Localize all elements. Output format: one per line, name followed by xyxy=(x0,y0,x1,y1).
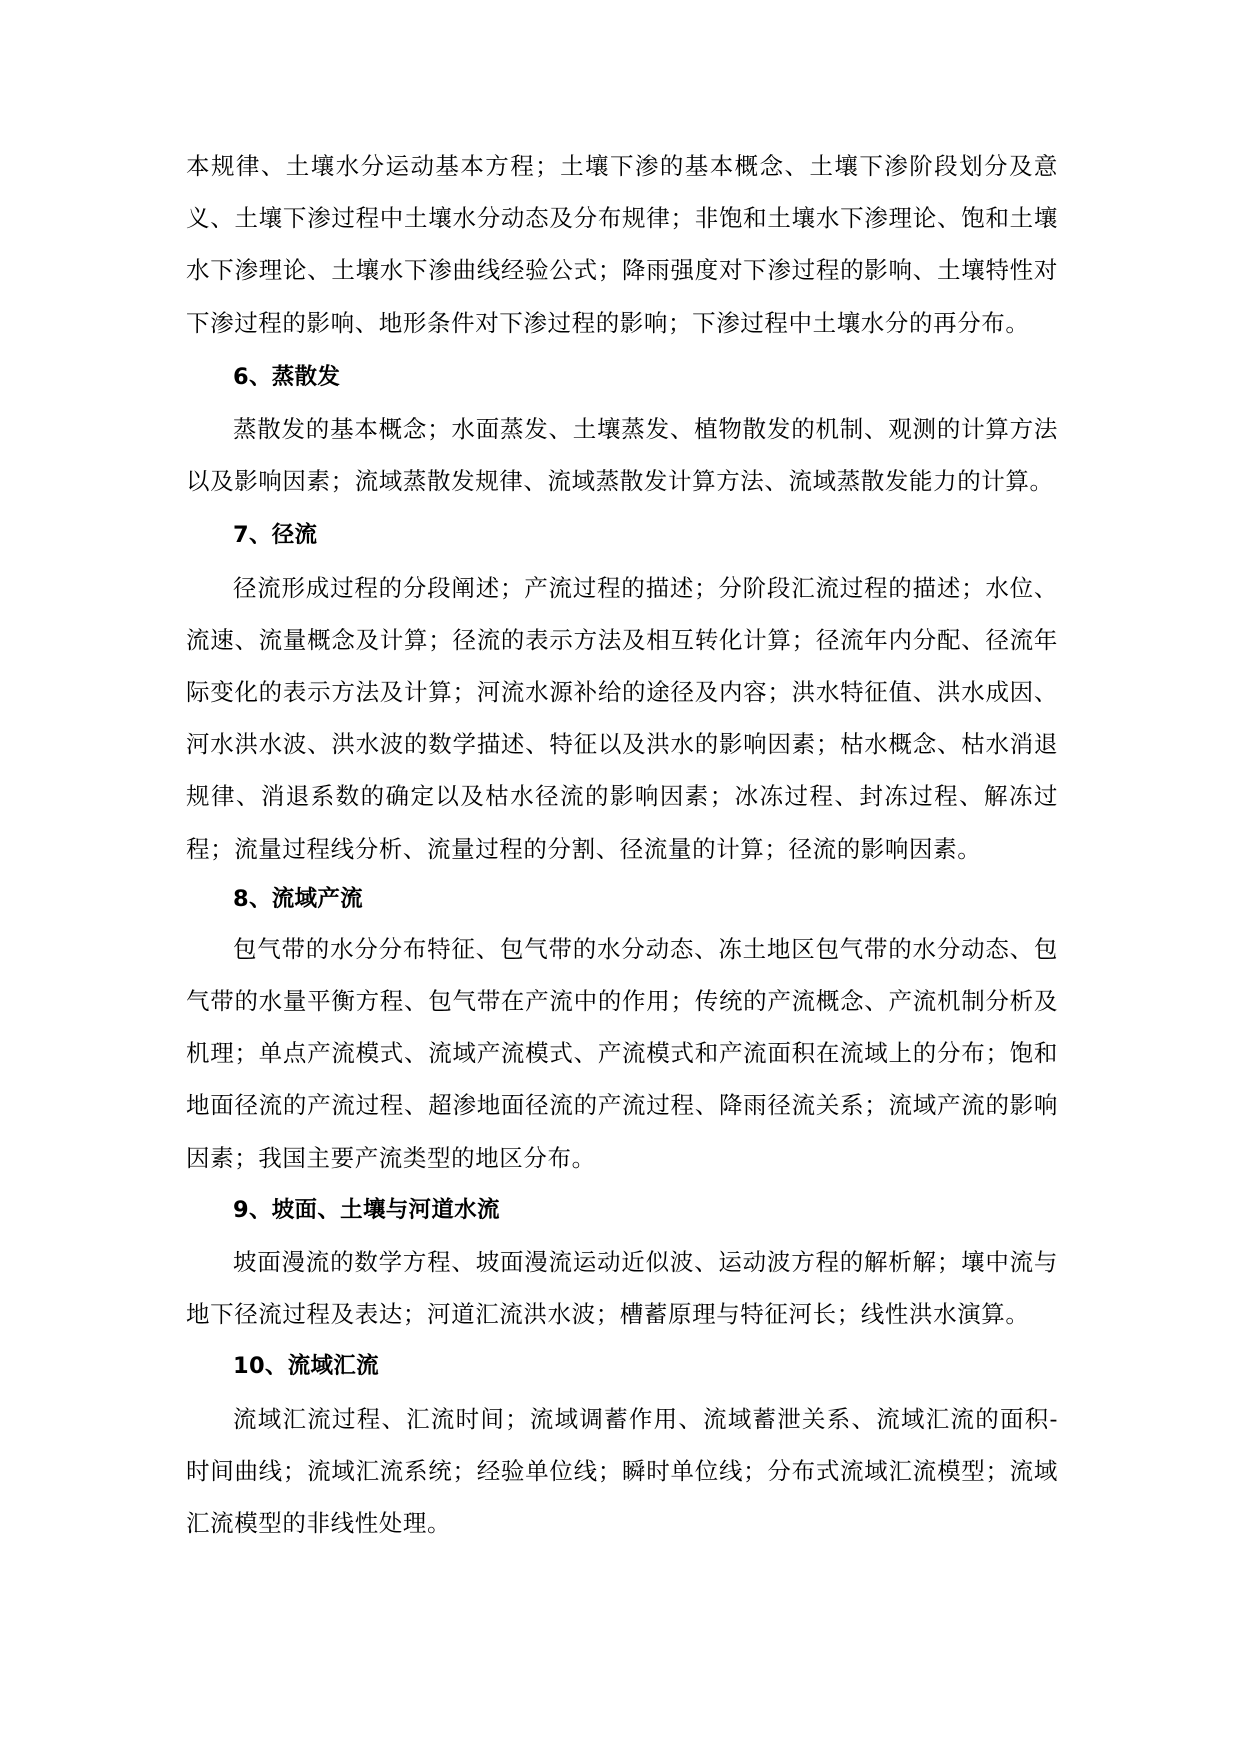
section-heading-watershed-concentration: 10、流域汇流 xyxy=(233,1353,379,1380)
section-body-slope-soil-channel-flow: 坡面漫流的数学方程、坡面漫流运动近似波、运动波方程的解析解；壤中流与地下径流过程及表达；河道汇流洪水波；槽蓄原理与特征河长；线性洪水演算。 xyxy=(186,1248,1058,1329)
section-body-evapotranspiration: 蒸散发的基本概念；水面蒸发、土壤蒸发、植物散发的机制、观测的计算方法以及影响因素；流域蒸散发规律、流域蒸散发计算方法、流域蒸散发能力的计算。 xyxy=(186,415,1058,496)
section-body-runoff: 径流形成过程的分段阐述；产流过程的描述；分阶段汇流过程的描述；水位、流速、流量概念及计算；径流的表示方法及相互转化计算；径流年内分配、径流年际变化的表示方法及计算；河流水源补给的途径及内容；洪水特征值、洪水成因、河水洪水波、洪水波的数学描述、特征以及洪水的影响因素；枯水概念、枯水消退规律、消退系数的确定以及枯水径流的影响因素；冰冻过程、封冻过程、解冻过程；流量过程线分析、流量过程的分割、径流量的计算；径流的影响因素。 xyxy=(186,573,1058,863)
section-body-runoff-generation: 包气带的水分分布特征、包气带的水分动态、冻土地区包气带的水分动态、包气带的水量平衡方程、包气带在产流中的作用；传统的产流概念、产流机制分析及机理；单点产流模式、流域产流模式、产流模式和产流面积在流域上的分布；饱和地面径流的产流过程、超渗地面径流的产流过程、降雨径流关系；流域产流的影响因素；我国主要产流类型的地区分布。 xyxy=(186,934,1058,1172)
document-page xyxy=(186,140,1058,1549)
section-heading-runoff: 7、径流 xyxy=(233,522,318,549)
continuation-paragraph: 本规律、土壤水分运动基本方程；土壤下渗的基本概念、土壤下渗阶段划分及意义、土壤下渗过程中土壤水分动态及分布规律；非饱和土壤水下渗理论、饱和土壤水下渗理论、土壤水下渗曲线经验公式；降雨强度对下渗过程的影响、土壤特性对下渗过程的影响、地形条件对下渗过程的影响；下渗过程中土壤水分的再分布。 xyxy=(186,152,1058,337)
section-body-watershed-concentration: 流域汇流过程、汇流时间；流域调蓄作用、流域蓄泄关系、流域汇流的面积-时间曲线；流域汇流系统；经验单位线；瞬时单位线；分布式流域汇流模型；流域汇流模型的非线性处理。 xyxy=(186,1404,1058,1538)
section-heading-evapotranspiration: 6、蒸散发 xyxy=(233,363,341,390)
section-heading-runoff-generation: 8、流域产流 xyxy=(233,885,363,912)
section-heading-slope-soil-channel-flow: 9、坡面、土壤与河道水流 xyxy=(233,1196,500,1223)
